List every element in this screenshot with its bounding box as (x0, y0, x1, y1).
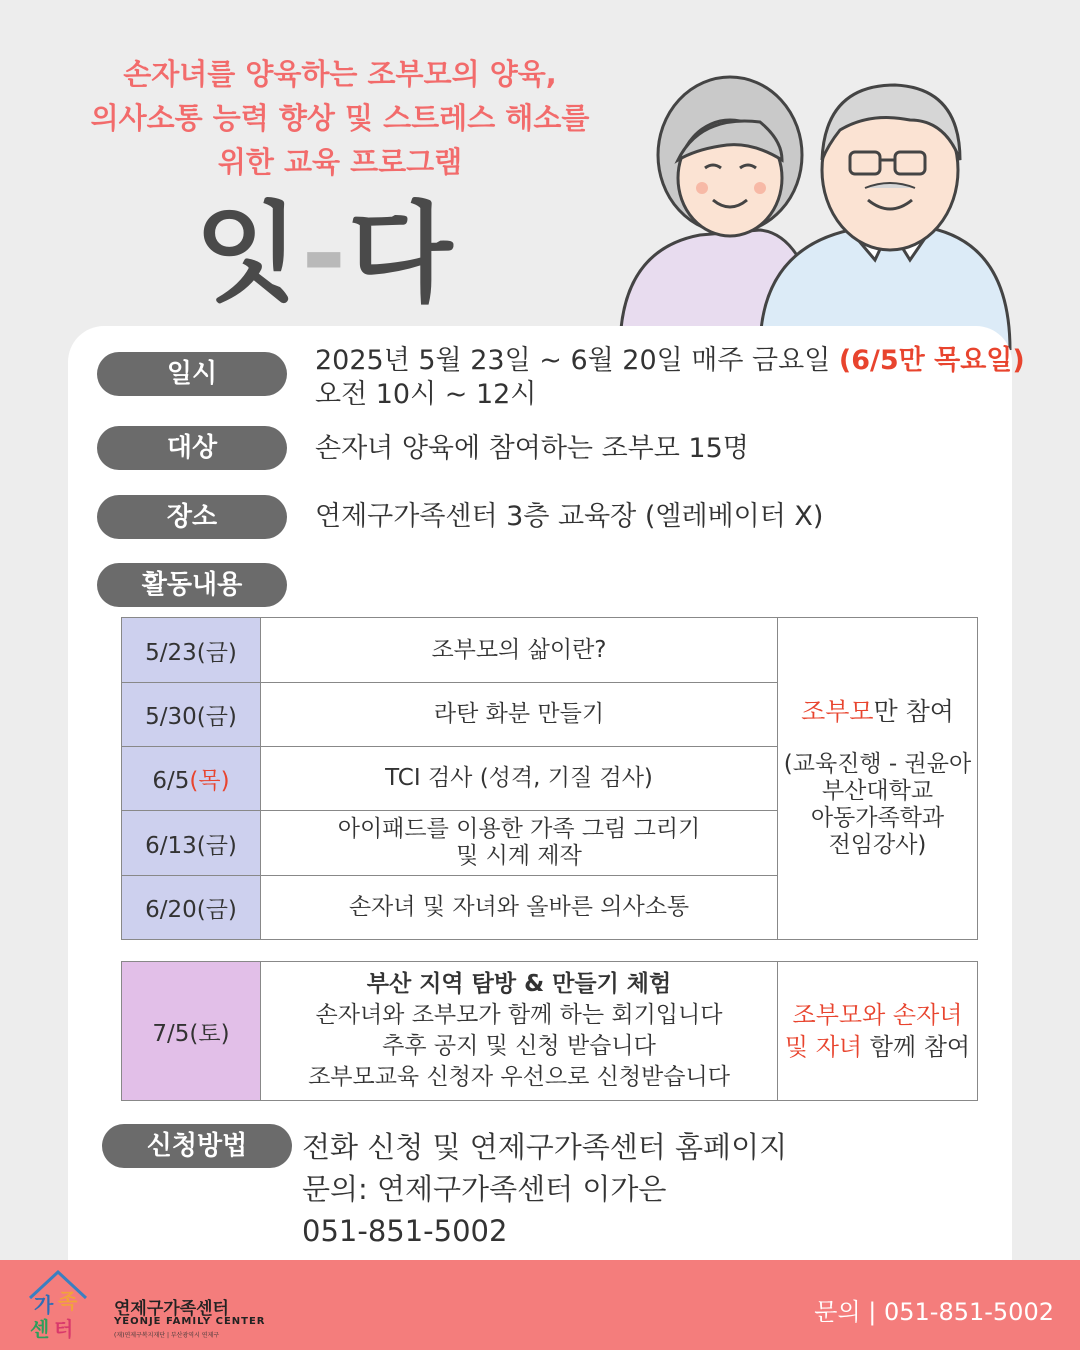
title-part-2: 다 (348, 192, 455, 317)
special-session-table (121, 961, 978, 1101)
special-participation-highlight-2: 및 자녀 (784, 1033, 863, 1061)
title-dash: - (301, 192, 349, 317)
target-value: 손자녀 양육에 참여하는 조부모 15명 (315, 433, 749, 464)
instructor-line-1: (교육진행 - 권윤아 (783, 751, 972, 777)
logo-char-4: 터 (54, 1317, 74, 1341)
apply-info (302, 1126, 787, 1252)
subtitle-line-3: 위한 교육 프로그램 (217, 145, 463, 179)
datetime-label: 일시 (97, 352, 287, 396)
session-date-highlight: (목) (189, 768, 230, 794)
datetime-line-1 (315, 344, 1025, 378)
place-value: 연제구가족센터 3층 교육장 (엘레베이터 X) (315, 501, 824, 532)
session-date: 5/30(금) (122, 683, 261, 747)
table-row (122, 962, 978, 1101)
participation-highlight: 조부모 (801, 697, 874, 726)
session-title: 손자녀 및 자녀와 올바른 의사소통 (261, 876, 778, 940)
session-date (122, 747, 261, 811)
logo-char-2: 족 (58, 1289, 78, 1313)
session-date-prefix: 6/5 (152, 768, 190, 794)
title-part-1: 잇 (195, 192, 302, 317)
grandparents-illustration (610, 60, 1030, 350)
participation-note (778, 618, 978, 940)
participation-rest: 만 참여 (873, 697, 954, 726)
datetime-line-2: 오전 10시 ~ 12시 (315, 379, 537, 410)
special-participation-highlight-1: 조부모와 손자녀 (792, 1001, 963, 1029)
footer-contact: 문의 | 051-851-5002 (814, 1298, 1054, 1326)
datetime-note: (6/5만 목요일) (838, 345, 1025, 376)
datetime-value (315, 344, 1025, 412)
apply-line-1: 전화 신청 및 연제구가족센터 홈페이지 (302, 1130, 788, 1164)
apply-line-2: 문의: 연제구가족센터 이가은 (302, 1172, 667, 1206)
session-date: 6/20(금) (122, 876, 261, 940)
logo-char-1: 가 (34, 1293, 54, 1317)
program-subtitle (40, 52, 640, 184)
logo-subtext: (재)연제구복지재단 | 부산광역시 연제구 (114, 1332, 220, 1339)
place-label: 장소 (97, 495, 287, 539)
schedule-table (121, 617, 978, 940)
family-center-logo (24, 1268, 266, 1342)
logo-name: 연제구가족센터 (114, 1299, 229, 1319)
house-logo-icon (24, 1268, 104, 1342)
apply-label: 신청방법 (102, 1124, 292, 1168)
instructor-line-2: 부산대학교 (821, 778, 934, 804)
special-session-line-2: 추후 공지 및 신청 받습니다 (382, 1033, 656, 1059)
footer (0, 1260, 1080, 1350)
logo-english-name: YEONJE FAMILY CENTER (114, 1316, 266, 1327)
logo-char-3: 센 (30, 1317, 50, 1341)
datetime-range: 2025년 5월 23일 ~ 6월 20일 매주 금요일 (315, 345, 839, 376)
table-row (122, 618, 978, 683)
session-date: 5/23(금) (122, 618, 261, 683)
target-label: 대상 (97, 426, 287, 470)
session-title-line-1: 아이패드를 이용한 가족 그림 그리기 (337, 816, 701, 842)
special-session-date: 7/5(토) (122, 962, 261, 1101)
participation-who (778, 698, 977, 725)
special-session-line-1: 손자녀와 조부모가 함께 하는 회기입니다 (315, 1002, 723, 1028)
activity-label: 활동내용 (97, 563, 287, 607)
session-title: 조부모의 삶이란? (261, 618, 778, 683)
special-session-description (261, 962, 778, 1101)
apply-line-3: 051-851-5002 (302, 1214, 508, 1248)
program-title (195, 192, 455, 317)
session-title: 라탄 화분 만들기 (261, 683, 778, 747)
special-session-line-3: 조부모교육 신청자 우선으로 신청받습니다 (308, 1064, 730, 1090)
session-title: TCI 검사 (성격, 기질 검사) (261, 747, 778, 811)
special-session-title: 부산 지역 탐방 & 만들기 체험 (366, 971, 672, 997)
session-title (261, 811, 778, 876)
subtitle-line-1: 손자녀를 양육하는 조부모의 양육, (123, 57, 557, 91)
subtitle-line-2: 의사소통 능력 향상 및 스트레스 해소를 (90, 101, 590, 135)
special-participation-line-2 (778, 1031, 977, 1063)
instructor-line-4: 전임강사) (828, 832, 927, 858)
special-participation-rest: 함께 참여 (862, 1033, 971, 1061)
session-date: 6/13(금) (122, 811, 261, 876)
session-title-line-2: 및 시계 제작 (456, 843, 582, 869)
instructor-line-3: 아동가족학과 (810, 805, 945, 831)
special-participation-note (778, 962, 978, 1101)
